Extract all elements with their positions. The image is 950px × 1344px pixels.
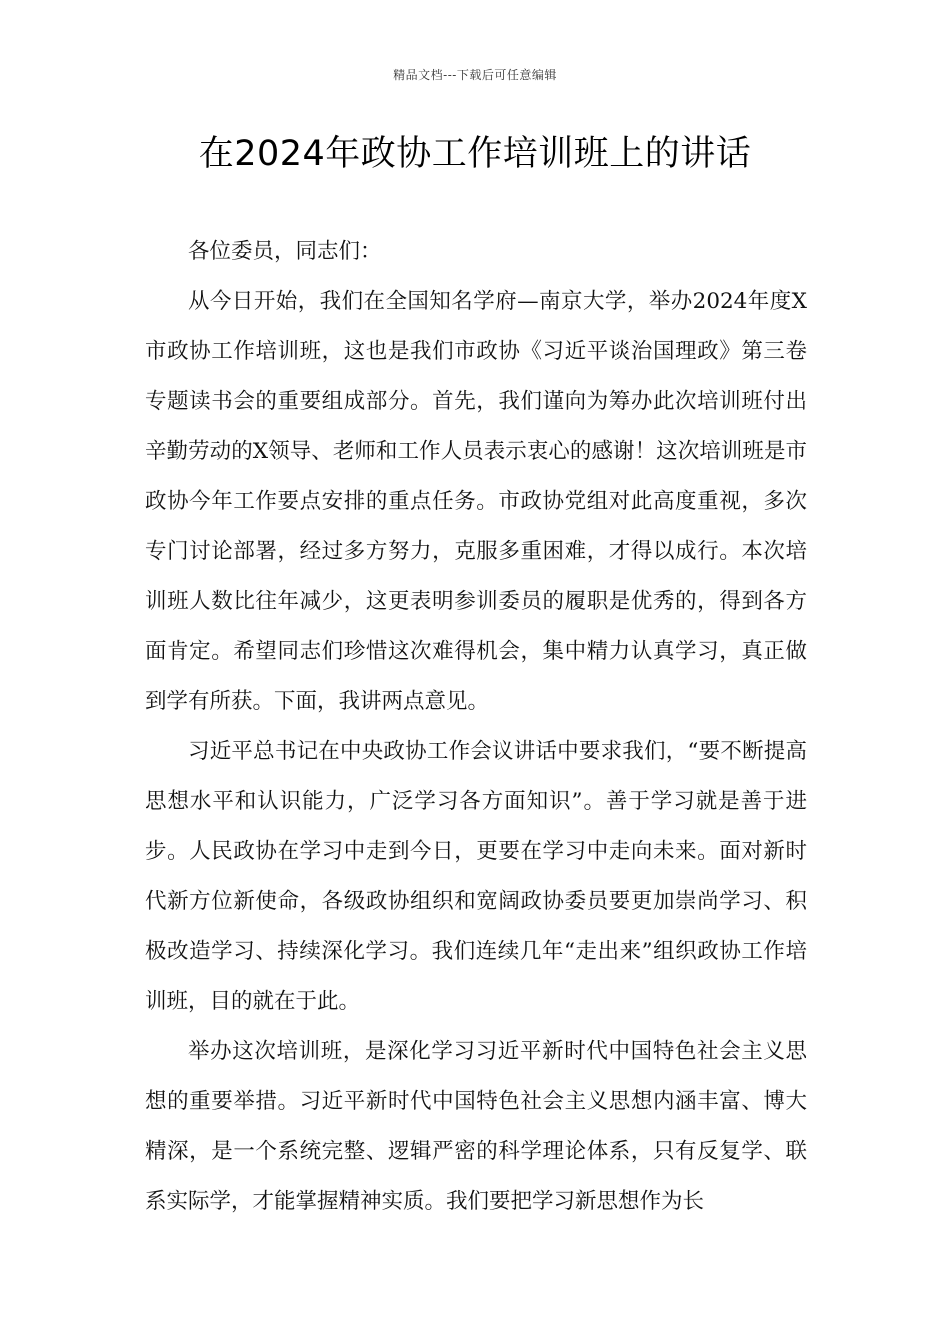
document-body: [145, 227, 807, 1227]
greeting: 各位委员，同志们：: [188, 239, 382, 264]
paragraph-2: 习近平总书记在中央政协工作会议讲话中要求我们，“要不断提高思想水平和认识能力，广泛学习各方面知识”。善于学习就是善于进步。人民政协在学习中走到今日，更要在学习中走向未来。面对新时代新方位新使命，各级政协组织和宽阔政协委员要更加崇尚学习、积极改造学习、持续深化学习。我们连续几年“走出来”组织政协工作培训班，目的就在于此。: [145, 739, 807, 1014]
header-note: 精品文档---下载后可任意编辑: [393, 68, 557, 82]
document-title: 在2024年政协工作培训班上的讲话: [198, 134, 752, 174]
paragraph-1: 从今日开始，我们在全国知名学府—南京大学，举办2024年度X市政协工作培训班，这也是我们市政协《习近平谈治国理政》第三卷专题读书会的重要组成部分。首先，我们谨向为筹办此次培训班付出辛勤劳动的X领导、老师和工作人员表示衷心的感谢！这次培训班是市政协今年工作要点安排的重点任务。市政协党组对此高度重视，多次专门讨论部署，经过多方努力，克服多重困难，才得以成行。本次培训班人数比往年减少，这更表明参训委员的履职是优秀的，得到各方面肯定。希望同志们珍惜这次难得机会，集中精力认真学习，真正做到学有所获。下面，我讲两点意见。: [145, 289, 807, 714]
paragraph-3: 举办这次培训班，是深化学习习近平新时代中国特色社会主义思想的重要举措。习近平新时代中国特色社会主义思想内涵丰富、博大精深，是一个系统完整、逻辑严密的科学理论体系，只有反复学、联系实际学，才能掌握精神实质。我们要把学习新思想作为长: [145, 1039, 807, 1214]
